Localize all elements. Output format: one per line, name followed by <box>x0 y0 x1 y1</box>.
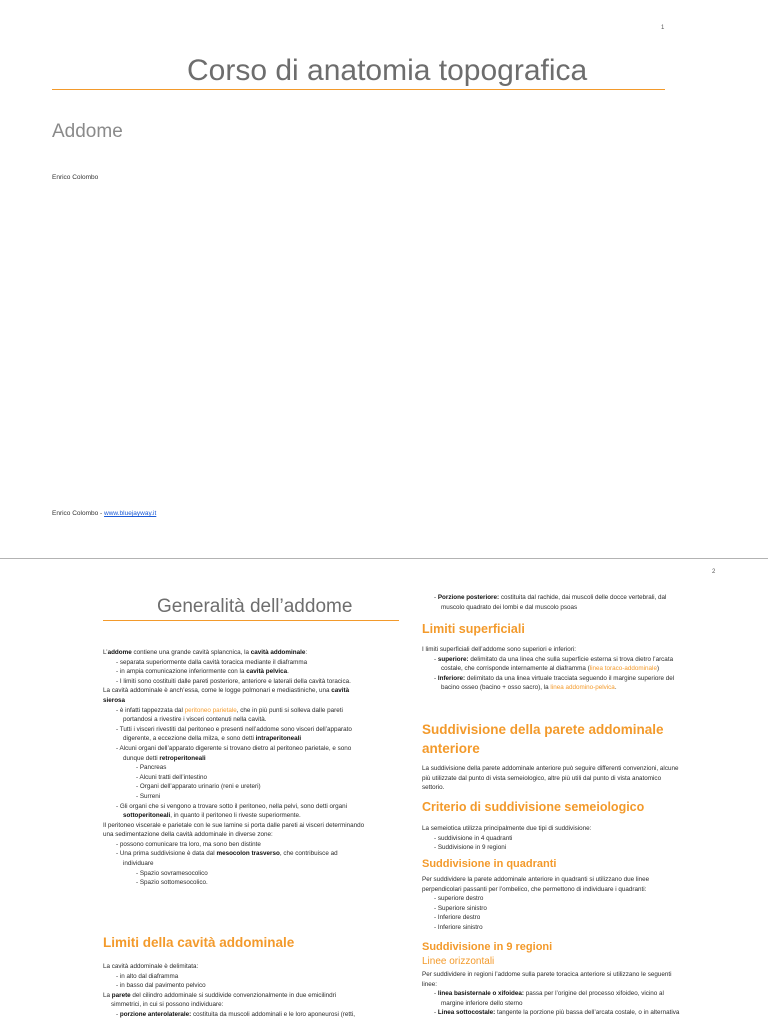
heading-linee-orizzontali: Linee orizzontali <box>422 956 495 967</box>
page-number: 2 <box>712 569 716 575</box>
list-item: - è infatti tappezzata dal peritoneo parietale, che in più punti si solleva dalle pareti <box>116 706 343 714</box>
list-item: - Inferiore: delimitato da una linea virtuale tracciata seguendo il margine superiore del <box>434 674 675 682</box>
list-item: - Inferiore destro <box>434 914 481 922</box>
paragraph: Per suddividere in regioni l’addome sulla parete toracica anteriore si utilizzano le seguenti <box>422 971 672 978</box>
heading-underline <box>103 620 399 621</box>
list-item: - Alcuni tratti dell’intestino <box>136 773 208 781</box>
list-item: portandosi a rivestire i visceri contenuti nella cavità. <box>123 716 267 724</box>
list-item: costale, che corrisponde internamente al diaframma (linea toraco-addominale) <box>441 665 660 673</box>
paragraph: Il peritoneo viscerale e parietale con le sue lamine si porta dalle pareti ai visceri determinando <box>103 821 365 829</box>
paragraph: La suddivisione della parete addominale anteriore può seguire differenti convenzioni, alcune <box>422 765 679 772</box>
paragraph: La cavità addominale è anch’essa, come le logge polmonari e mediastiniche, una cavità <box>103 687 350 695</box>
list-item: - possono comunicare tra loro, ma sono ben distinte <box>116 840 261 848</box>
list-item: - Superiore sinistro <box>434 904 487 912</box>
right-column-suddivisione <box>422 764 722 793</box>
list-item: - Tutti i visceri rivestiti dal peritoneo e presenti nell’addome sono visceri dell’apparato <box>116 725 352 733</box>
list-item: - superiore destro <box>434 895 484 903</box>
paragraph: linee: <box>422 980 438 988</box>
list-item: - Porzione posteriore: costituita dal rachide, dai muscoli delle docce vertebrali, dal <box>434 594 667 601</box>
list-item: sottoperitoneali, in quanto il peritoneo li riveste superiormente. <box>123 812 301 820</box>
list-item: - Linea sottocostale: tangente la porzione più bassa dell’arcata costale, o in alternativa <box>434 1009 680 1017</box>
list-item: - separata superiormente dalla cavità toracica mediante il diaframma <box>116 658 308 666</box>
heading-generalita: Generalità dell’addome <box>157 596 353 617</box>
right-column-quadranti <box>422 875 722 933</box>
paragraph: La semeiotica utilizza principalmente due tipi di suddivisione: <box>422 825 592 832</box>
left-column-text-2 <box>103 962 403 1020</box>
list-item: individuare <box>123 860 154 868</box>
right-column-nove <box>422 970 722 1018</box>
heading-limiti-cavita: Limiti della cavità addominale <box>103 935 295 950</box>
list-item: - Spazio sovramesocolico <box>136 869 208 877</box>
list-item: - Pancreas <box>136 764 167 772</box>
list-item: dunque detti retroperitoneali <box>123 754 206 762</box>
list-item: - in basso dal pavimento pelvico <box>116 982 206 990</box>
list-item: - in alto dal diaframma <box>116 972 179 980</box>
list-item: - Surreni <box>136 792 161 800</box>
list-item: - suddivisione in 4 quadranti <box>434 834 513 842</box>
list-item: - Suddivisione in 9 regioni <box>434 844 507 852</box>
list-item: - I limiti sono costituiti dalle pareti posteriore, anteriore e laterali della cavità toracica. <box>116 677 351 685</box>
page-footer <box>52 509 156 518</box>
paragraph: I limiti superficiali dell’addome sono superiori e inferiori: <box>422 646 576 653</box>
list-item: digerente, a eccezione della milza, e sono detti intraperitoneali <box>123 735 302 743</box>
footer-link[interactable]: www.bluejayway.it <box>104 510 157 517</box>
document-subtitle: Addome <box>52 121 123 142</box>
list-item: margine inferiore dello sterno <box>441 999 523 1007</box>
list-item: - superiore: delimitato da una linea che sulla superficie esterna si trova dietro l’arcata <box>434 655 674 663</box>
page-separator <box>0 558 768 559</box>
right-column-limiti <box>422 645 722 693</box>
paragraph: La cavità addominale è delimitata: <box>103 963 199 970</box>
title-underline <box>52 89 665 90</box>
paragraph: sierosa <box>103 696 126 704</box>
author: Enrico Colombo <box>52 174 99 181</box>
list-item: muscolo quadrato dei lombi e dal muscolo psoas <box>441 603 578 611</box>
paragraph: La parete del cilindro addominale si suddivide convenzionalmente in due emicilindri <box>103 991 337 999</box>
page-number: 1 <box>661 25 665 31</box>
paragraph: L’addome contiene una grande cavità splancnica, la cavità addominale: <box>103 649 308 656</box>
heading-quadranti: Suddivisione in quadranti <box>422 858 557 870</box>
paragraph: simmetrici, in cui si possono individuare: <box>111 1001 224 1009</box>
heading-limiti-superficiali: Limiti superficiali <box>422 622 525 636</box>
right-column-top <box>422 593 722 612</box>
list-item: - in ampia comunicazione inferiormente con la cavità pelvica. <box>116 668 289 676</box>
paragraph: Per suddividere la parete addominale anteriore in quadranti si utilizzano due linee <box>422 876 650 883</box>
paragraph: una sedimentazione della cavità addominale in diverse zone: <box>103 831 273 839</box>
list-item: - linea basisternale o xifoidea: passa per l’origine del processo xifoideo, vicino al <box>434 990 664 998</box>
list-item: - Spazio sottomesocolico. <box>136 879 208 887</box>
footer-author: Enrico Colombo - <box>52 510 105 517</box>
paragraph: settorio. <box>422 784 445 792</box>
heading-criterio: Criterio di suddivisione semeiologico <box>422 800 645 814</box>
list-item: - porzione anterolaterale: costituita da muscoli addominali e le loro aponeurosi (retti, <box>116 1010 356 1018</box>
list-item: - Inferiore sinistro <box>434 923 483 931</box>
heading-nove-regioni: Suddivisione in 9 regioni <box>422 941 553 953</box>
list-item: - Organi dell’apparato urinario (reni e ureteri) <box>136 783 261 791</box>
list-item: - Una prima suddivisione è data dal mesocolon trasverso, che contribuisce ad <box>116 850 338 858</box>
paragraph: perpendicolari passanti per l’ombelico, che permettono di individuare i quadranti: <box>422 885 647 893</box>
left-column-text <box>103 648 403 888</box>
right-column-criterio <box>422 824 722 853</box>
document-title: Corso di anatomia topografica <box>187 54 588 87</box>
paragraph: più utilizzate dal punto di vista semeiologico, altre più utili dal punto di vista anatomico <box>422 774 662 782</box>
heading-suddivisione-parete: Suddivisione della parete addominale anteriore <box>422 722 664 756</box>
list-item: - Gli organi che si vengono a trovare sotto il peritoneo, nella pelvi, sono detti organi <box>116 802 348 810</box>
list-item: bacino osseo (bacino + osso sacro), la linea addomino-pelvica. <box>441 684 617 692</box>
list-item: - Alcuni organi dell’apparato digerente si trovano dietro al peritoneo parietale, e sono <box>116 744 352 752</box>
